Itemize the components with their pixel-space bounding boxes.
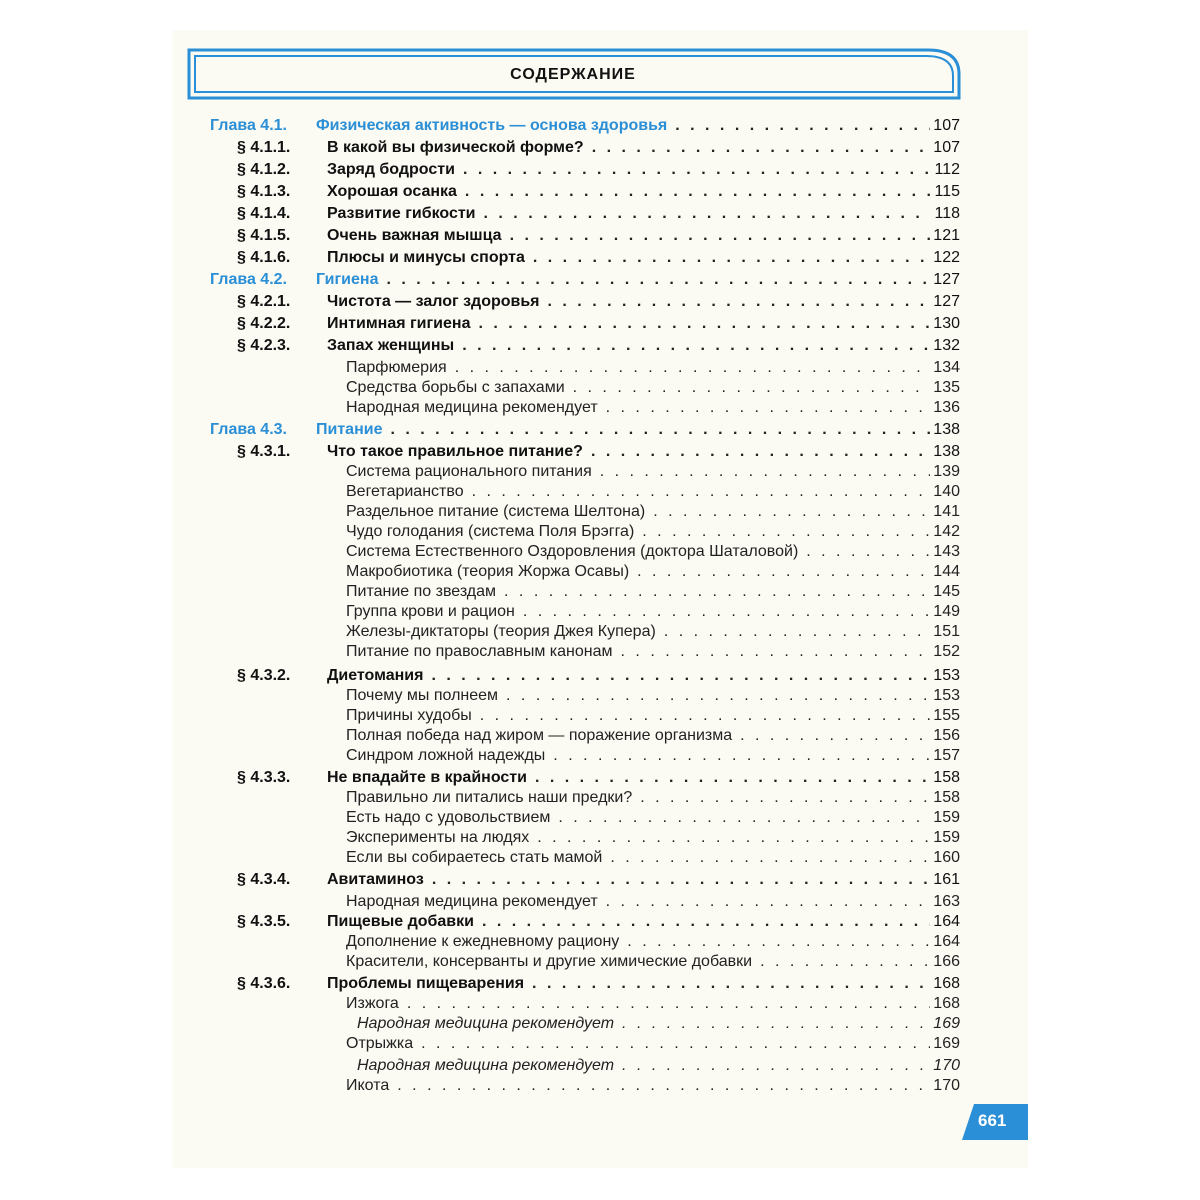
toc-title: Питание по звездам bbox=[346, 583, 497, 600]
dot-leader bbox=[397, 1077, 930, 1095]
toc-entry bbox=[346, 603, 960, 625]
toc-entry bbox=[346, 953, 960, 975]
toc-entry bbox=[327, 315, 960, 337]
toc-entry bbox=[346, 809, 960, 831]
toc-title: Дополнение к ежедневному рациону bbox=[346, 933, 620, 950]
toc-page-number: 169 bbox=[933, 1015, 960, 1032]
toc-title: Запах женщины bbox=[327, 337, 455, 354]
dot-leader bbox=[573, 379, 931, 397]
toc-entry bbox=[327, 443, 960, 465]
toc-entry bbox=[327, 975, 960, 997]
toc-title: В какой вы физической форме? bbox=[327, 139, 584, 156]
toc-page-number: 156 bbox=[933, 727, 960, 744]
toc-page-number: 145 bbox=[933, 583, 960, 600]
toc-entry bbox=[316, 271, 960, 293]
toc-entry bbox=[316, 421, 960, 443]
toc-entry bbox=[346, 707, 960, 729]
toc-page-number: 153 bbox=[933, 667, 960, 684]
toc-title: Гигиена bbox=[316, 271, 379, 288]
toc-entry bbox=[327, 293, 960, 315]
toc-page-number: 139 bbox=[933, 463, 960, 480]
toc-page-number: 144 bbox=[933, 563, 960, 580]
toc-number: § 4.3.6. bbox=[237, 975, 291, 992]
toc-number: Глава 4.1. bbox=[210, 117, 287, 134]
toc-title: Красители, консерванты и другие химические добавки bbox=[346, 953, 753, 970]
toc-page-number: 140 bbox=[933, 483, 960, 500]
toc-entry bbox=[346, 893, 960, 915]
toc-page-number: 127 bbox=[933, 293, 960, 310]
toc-entry bbox=[346, 563, 960, 585]
toc-title: Чудо голодания (система Поля Брэгга) bbox=[346, 523, 635, 540]
dot-leader bbox=[484, 205, 932, 223]
toc-title: Не впадайте в крайности bbox=[327, 769, 527, 786]
toc-title: Вегетарианство bbox=[346, 483, 464, 500]
toc-title: Эксперименты на людях bbox=[346, 829, 530, 846]
dot-leader bbox=[592, 139, 931, 157]
dot-leader bbox=[532, 975, 930, 993]
toc-title: Парфюмерия bbox=[346, 359, 447, 376]
toc-entry bbox=[346, 523, 960, 545]
dot-leader bbox=[621, 643, 931, 661]
toc-title: Народная медицина рекомендует bbox=[357, 1015, 615, 1032]
toc-page-number: 168 bbox=[933, 995, 960, 1012]
dot-leader bbox=[431, 667, 930, 685]
toc-page-number: 141 bbox=[933, 503, 960, 520]
dot-leader bbox=[606, 399, 931, 417]
toc-page-number: 115 bbox=[934, 183, 960, 200]
toc-title: Народная медицина рекомендует bbox=[346, 399, 598, 416]
toc-title: Проблемы пищеварения bbox=[327, 975, 525, 992]
toc-page-number: 158 bbox=[933, 769, 960, 786]
toc-title: Если вы собираетесь стать мамой bbox=[346, 849, 603, 866]
toc-entry bbox=[346, 379, 960, 401]
toc-title: Пищевые добавки bbox=[327, 913, 474, 930]
toc-page-number: 160 bbox=[933, 849, 960, 866]
toc-page-number: 163 bbox=[933, 893, 960, 910]
toc-entry bbox=[327, 249, 960, 271]
dot-leader bbox=[472, 483, 931, 501]
dot-leader bbox=[386, 271, 930, 289]
toc-number: § 4.3.4. bbox=[237, 871, 291, 888]
toc-title: Народная медицина рекомендует bbox=[346, 893, 598, 910]
dot-leader bbox=[622, 1057, 930, 1075]
dot-leader bbox=[480, 707, 931, 725]
dot-leader bbox=[637, 563, 930, 581]
page-number-badge bbox=[960, 1102, 1028, 1142]
toc-entry bbox=[327, 913, 960, 935]
toc-title: Хорошая осанка bbox=[327, 183, 457, 200]
toc-number: § 4.3.1. bbox=[237, 443, 291, 460]
toc-number: § 4.2.2. bbox=[237, 315, 291, 332]
toc-title: Что такое правильное питание? bbox=[327, 443, 583, 460]
toc-page-number: 149 bbox=[933, 603, 960, 620]
toc-number: § 4.1.3. bbox=[237, 183, 291, 200]
toc-entry bbox=[346, 933, 960, 955]
toc-page-number: 107 bbox=[933, 139, 960, 156]
toc-page-number: 132 bbox=[933, 337, 960, 354]
toc-title: Синдром ложной надежды bbox=[346, 747, 546, 764]
dot-leader bbox=[462, 337, 930, 355]
toc-entry bbox=[346, 463, 960, 485]
toc-title: Интимная гигиена bbox=[327, 315, 471, 332]
toc-page-number: 155 bbox=[933, 707, 960, 724]
toc-title: Очень важная мышца bbox=[327, 227, 502, 244]
dot-leader bbox=[482, 913, 930, 931]
dot-leader bbox=[463, 161, 932, 179]
toc-number: § 4.2.1. bbox=[237, 293, 291, 310]
dot-leader bbox=[642, 523, 930, 541]
toc-entry bbox=[346, 623, 960, 645]
toc-page-number: 118 bbox=[934, 205, 960, 222]
toc-entry bbox=[346, 483, 960, 505]
toc-page-number: 153 bbox=[933, 687, 960, 704]
toc-entry bbox=[346, 583, 960, 605]
toc-number: Глава 4.2. bbox=[210, 271, 287, 288]
toc-page-number: 138 bbox=[933, 421, 960, 438]
toc-page-number: 121 bbox=[933, 227, 960, 244]
toc-number: § 4.3.5. bbox=[237, 913, 291, 930]
toc-entry bbox=[346, 1035, 960, 1057]
dot-leader bbox=[504, 583, 930, 601]
dot-leader bbox=[640, 789, 930, 807]
dot-leader bbox=[407, 995, 930, 1013]
toc-entry bbox=[327, 227, 960, 249]
toc-title: Чистота — залог здоровья bbox=[327, 293, 540, 310]
toc-entry bbox=[346, 849, 960, 871]
toc-title: Изжога bbox=[346, 995, 399, 1012]
toc-title: Макробиотика (теория Жоржа Осавы) bbox=[346, 563, 630, 580]
toc-entry bbox=[346, 995, 960, 1017]
toc-page-number: 107 bbox=[933, 117, 960, 134]
toc-number: § 4.1.1. bbox=[237, 139, 291, 156]
toc-page-number: 170 bbox=[933, 1077, 960, 1094]
toc-title: Система Естественного Оздоровления (доктора Шаталовой) bbox=[346, 543, 799, 560]
dot-leader bbox=[675, 117, 930, 135]
toc-number: § 4.3.3. bbox=[237, 769, 291, 786]
toc-title: Икота bbox=[346, 1077, 390, 1094]
toc-title: Питание bbox=[316, 421, 383, 438]
toc-page-number: 130 bbox=[933, 315, 960, 332]
toc-entry bbox=[346, 399, 960, 421]
toc-title: Авитаминоз bbox=[327, 871, 424, 888]
toc-entry bbox=[357, 1015, 960, 1037]
dot-leader bbox=[627, 933, 930, 951]
toc-entry bbox=[357, 1057, 960, 1079]
dot-leader bbox=[506, 687, 930, 705]
toc-number: § 4.1.2. bbox=[237, 161, 291, 178]
toc-title: Группа крови и рацион bbox=[346, 603, 515, 620]
toc-entry bbox=[327, 667, 960, 689]
dot-leader bbox=[390, 421, 930, 439]
toc-entry bbox=[346, 789, 960, 811]
toc-entry bbox=[327, 205, 960, 227]
dot-leader bbox=[622, 1015, 930, 1033]
toc-title: Заряд бодрости bbox=[327, 161, 455, 178]
toc-page-number: 136 bbox=[933, 399, 960, 416]
toc-entry bbox=[327, 139, 960, 161]
toc-page-number: 169 bbox=[933, 1035, 960, 1052]
toc-title: Полная победа над жиром — поражение организма bbox=[346, 727, 733, 744]
dot-leader bbox=[535, 769, 930, 787]
toc-entry bbox=[327, 161, 960, 183]
toc-entry bbox=[327, 183, 960, 205]
toc-page-number: 170 bbox=[933, 1057, 960, 1074]
toc-entry bbox=[346, 747, 960, 769]
toc-title: Плюсы и минусы спорта bbox=[327, 249, 525, 266]
page-title: СОДЕРЖАНИЕ bbox=[510, 66, 636, 83]
toc-entry bbox=[346, 543, 960, 565]
toc-page-number: 127 bbox=[933, 271, 960, 288]
dot-leader bbox=[806, 543, 930, 561]
toc-entry bbox=[316, 117, 960, 139]
toc-entry bbox=[327, 769, 960, 791]
toc-entry bbox=[346, 503, 960, 525]
dot-leader bbox=[523, 603, 930, 621]
toc-entry bbox=[346, 687, 960, 709]
toc-page-number: 159 bbox=[933, 829, 960, 846]
dot-leader bbox=[600, 463, 931, 481]
toc-page-number: 135 bbox=[933, 379, 960, 396]
toc-title: Железы-диктаторы (теория Джея Купера) bbox=[346, 623, 656, 640]
dot-leader bbox=[548, 293, 931, 311]
dot-leader bbox=[606, 893, 931, 911]
dot-leader bbox=[610, 849, 930, 867]
dot-leader bbox=[537, 829, 930, 847]
toc-title: Физическая активность — основа здоровья bbox=[316, 117, 668, 134]
dot-leader bbox=[455, 359, 931, 377]
toc-title: Питание по православным канонам bbox=[346, 643, 613, 660]
toc-page-number: 159 bbox=[933, 809, 960, 826]
dot-leader bbox=[558, 809, 930, 827]
toc-page-number: 151 bbox=[933, 623, 960, 640]
toc-page-number: 143 bbox=[933, 543, 960, 560]
dot-leader bbox=[510, 227, 931, 245]
toc-title: Средства борьбы с запахами bbox=[346, 379, 565, 396]
dot-leader bbox=[760, 953, 930, 971]
dot-leader bbox=[533, 249, 930, 267]
toc-page-number: 152 bbox=[933, 643, 960, 660]
toc-number: § 4.1.5. bbox=[237, 227, 291, 244]
dot-leader bbox=[432, 871, 930, 889]
toc-title: Диетомания bbox=[327, 667, 424, 684]
dot-leader bbox=[740, 727, 930, 745]
toc-page-number: 164 bbox=[933, 913, 960, 930]
toc-title: Система рационального питания bbox=[346, 463, 592, 480]
dot-leader bbox=[478, 315, 930, 333]
toc-entry bbox=[346, 727, 960, 749]
toc-entry bbox=[346, 643, 960, 665]
toc-page-number: 142 bbox=[933, 523, 960, 540]
toc-entry bbox=[327, 871, 960, 893]
toc-page-number: 161 bbox=[933, 871, 960, 888]
toc-page-number: 157 bbox=[933, 747, 960, 764]
toc-title: Развитие гибкости bbox=[327, 205, 476, 222]
toc-page-number: 166 bbox=[933, 953, 960, 970]
toc-page-number: 134 bbox=[933, 359, 960, 376]
toc-entry bbox=[346, 829, 960, 851]
toc-title: Есть надо с удовольствием bbox=[346, 809, 551, 826]
dot-leader bbox=[553, 747, 930, 765]
toc-number: § 4.1.6. bbox=[237, 249, 291, 266]
toc-title: Народная медицина рекомендует bbox=[357, 1057, 615, 1074]
toc-number: Глава 4.3. bbox=[210, 421, 287, 438]
toc-entry bbox=[346, 359, 960, 381]
toc-number: § 4.2.3. bbox=[237, 337, 291, 354]
toc-entry bbox=[327, 337, 960, 359]
toc-title: Причины худобы bbox=[346, 707, 472, 724]
toc-title: Почему мы полнеем bbox=[346, 687, 499, 704]
toc-page-number: 122 bbox=[933, 249, 960, 266]
page-number: 661 bbox=[978, 1111, 1007, 1130]
toc-title: Правильно ли питались наши предки? bbox=[346, 789, 633, 806]
toc-title: Отрыжка bbox=[346, 1035, 414, 1052]
toc-number: § 4.3.2. bbox=[237, 667, 291, 684]
dot-leader bbox=[421, 1035, 930, 1053]
toc-title: Раздельное питание (система Шелтона) bbox=[346, 503, 646, 520]
dot-leader bbox=[653, 503, 930, 521]
dot-leader bbox=[465, 183, 932, 201]
toc-page-number: 112 bbox=[934, 161, 960, 178]
toc-page-number: 158 bbox=[933, 789, 960, 806]
dot-leader bbox=[664, 623, 930, 641]
toc-number: § 4.1.4. bbox=[237, 205, 291, 222]
toc-page-number: 168 bbox=[933, 975, 960, 992]
toc-page-number: 138 bbox=[933, 443, 960, 460]
dot-leader bbox=[591, 443, 930, 461]
toc-page-number: 164 bbox=[933, 933, 960, 950]
toc-entry bbox=[346, 1077, 960, 1099]
